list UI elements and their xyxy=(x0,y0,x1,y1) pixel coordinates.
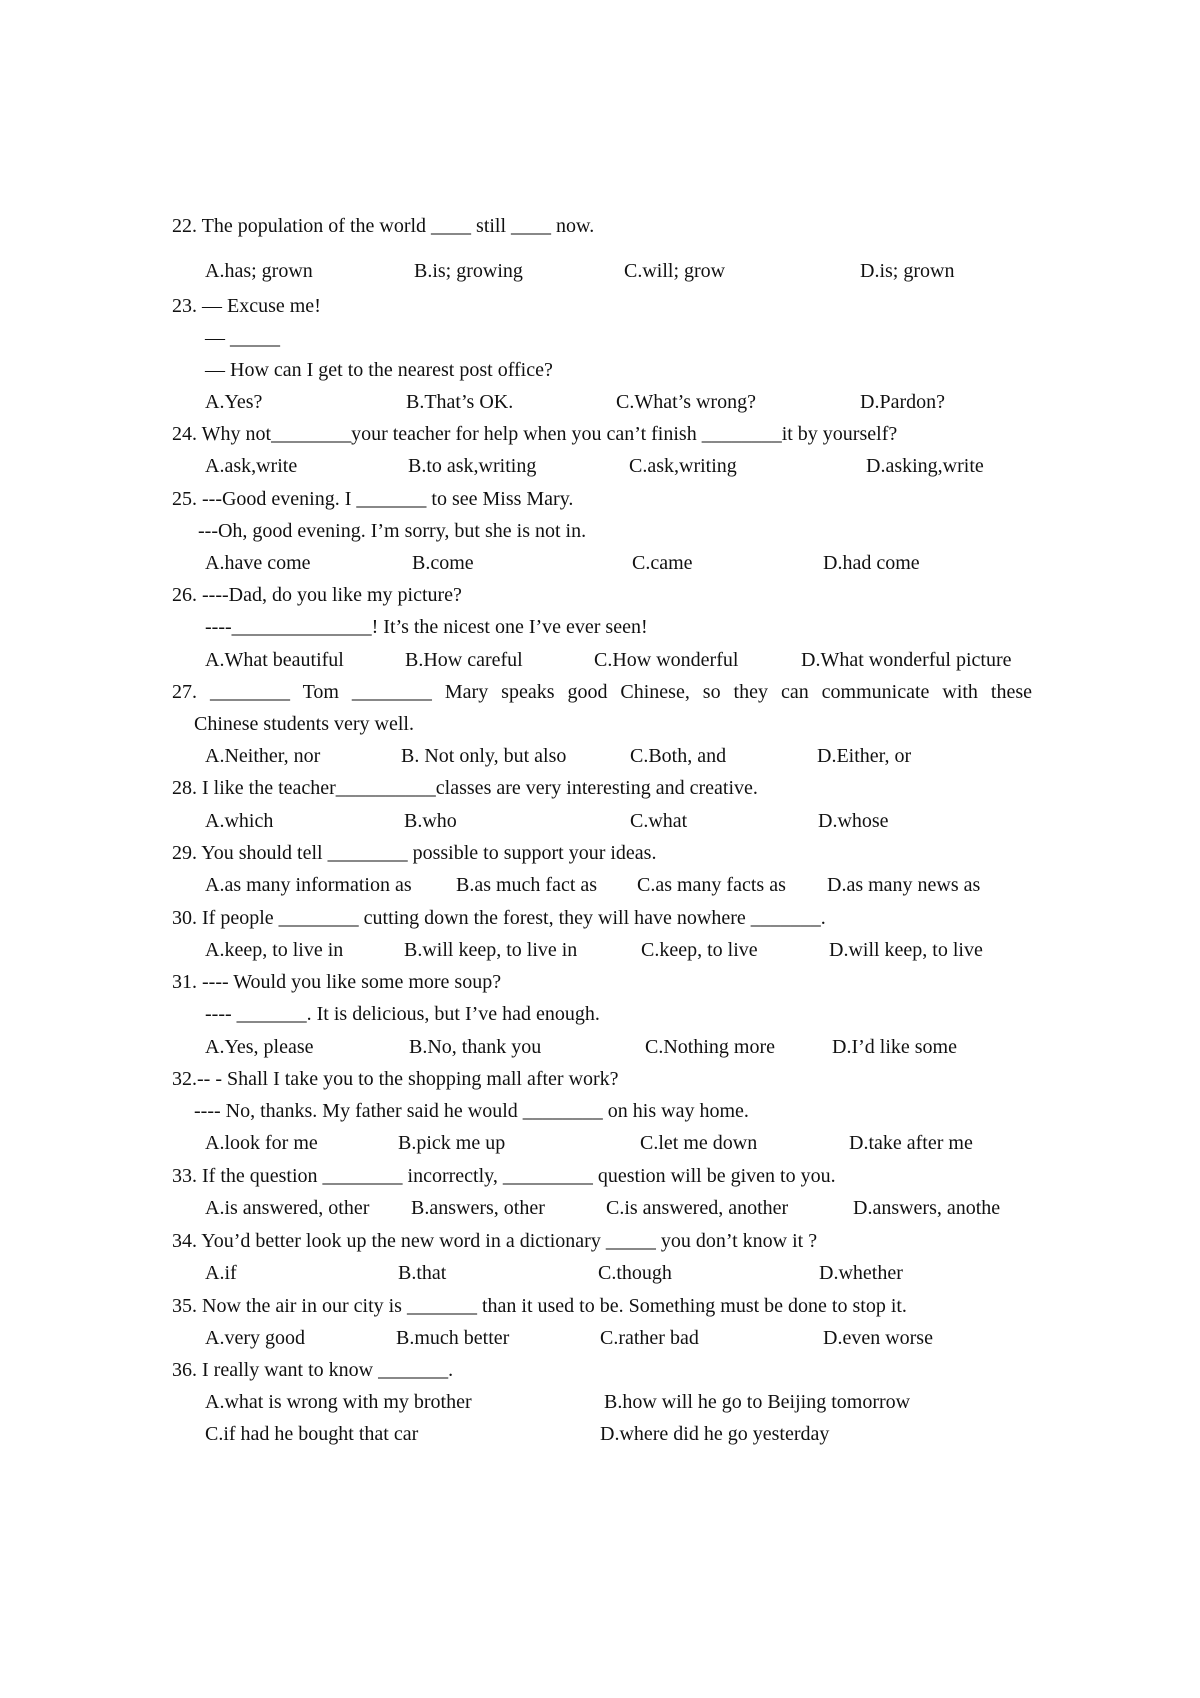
option-d[interactable]: D.answers, anothe xyxy=(853,1197,1001,1219)
question-text: 22. The population of the world ____ still ____ now. xyxy=(172,215,595,237)
question-32-options xyxy=(0,1127,1200,1159)
option-d[interactable]: D.had come xyxy=(823,552,920,574)
question-30-options xyxy=(0,934,1200,966)
question-text: 28. I like the teacher__________classes are very interesting and creative. xyxy=(172,777,758,799)
question-text: 26. ----Dad, do you like my picture? xyxy=(172,584,462,606)
question-text: 33. If the question ________ incorrectly, _________ question will be given to you. xyxy=(172,1165,836,1187)
question-text: 29. You should tell ________ possible to support your ideas. xyxy=(172,842,657,864)
option-c[interactable]: C.came xyxy=(632,552,693,574)
question-35-options xyxy=(0,1322,1200,1354)
question-text: ---- _______. It is delicious, but I’ve had enough. xyxy=(205,1003,600,1025)
question-25-line-1 xyxy=(0,483,1200,515)
option-d[interactable]: D.where did he go yesterday xyxy=(600,1423,830,1445)
question-24-line-1 xyxy=(0,418,1200,450)
question-27-line-1 xyxy=(0,676,1200,708)
option-b[interactable]: B.is; growing xyxy=(414,260,523,282)
question-23-options xyxy=(0,386,1200,418)
option-a[interactable]: A.what is wrong with my brother xyxy=(205,1391,472,1413)
question-22-line-1 xyxy=(0,210,1200,242)
question-24-options xyxy=(0,450,1200,482)
question-text: 25. ---Good evening. I _______ to see Miss Mary. xyxy=(172,488,574,510)
question-text: 36. I really want to know _______. xyxy=(172,1359,454,1381)
option-b[interactable]: B.much better xyxy=(396,1327,510,1349)
option-d[interactable]: D.Pardon? xyxy=(860,391,945,413)
option-b[interactable]: B.to ask,writing xyxy=(408,455,537,477)
option-c[interactable]: C.Both, and xyxy=(630,745,727,767)
option-c[interactable]: C.though xyxy=(598,1262,672,1284)
option-a[interactable]: A.keep, to live in xyxy=(205,939,344,961)
option-b[interactable]: B.No, thank you xyxy=(409,1036,542,1058)
question-33-options xyxy=(0,1192,1200,1224)
question-text: 31. ---- Would you like some more soup? xyxy=(172,971,502,993)
question-31-options xyxy=(0,1031,1200,1063)
option-b[interactable]: B.pick me up xyxy=(398,1132,506,1154)
option-d[interactable]: D.as many news as xyxy=(827,874,981,896)
question-26-options xyxy=(0,644,1200,676)
question-30-line-1 xyxy=(0,902,1200,934)
question-36-options xyxy=(0,1386,1200,1418)
question-text: 32.-- - Shall I take you to the shopping mall after work? xyxy=(172,1068,619,1090)
question-25-line-2 xyxy=(0,515,1200,547)
question-text: 34. You’d better look up the new word in a dictionary _____ you don’t know it ? xyxy=(172,1230,818,1252)
option-b[interactable]: B.as much fact as xyxy=(456,874,598,896)
option-d[interactable]: D.whose xyxy=(818,810,889,832)
option-d[interactable]: D.What wonderful picture xyxy=(801,649,1012,671)
option-d[interactable]: D.I’d like some xyxy=(832,1036,957,1058)
question-28-options xyxy=(0,805,1200,837)
option-a[interactable]: A.ask,write xyxy=(205,455,298,477)
option-c[interactable]: C.Nothing more xyxy=(645,1036,775,1058)
option-b[interactable]: B.come xyxy=(412,552,474,574)
question-32-line-1 xyxy=(0,1063,1200,1095)
option-b[interactable]: B.How careful xyxy=(405,649,523,671)
option-a[interactable]: A.which xyxy=(205,810,274,832)
question-36-options xyxy=(0,1418,1200,1450)
option-a[interactable]: A.Yes? xyxy=(205,391,263,413)
option-c[interactable]: C.What’s wrong? xyxy=(616,391,756,413)
option-b[interactable]: B.answers, other xyxy=(411,1197,545,1219)
question-text: 27. ________ Tom ________ Mary speaks good Chinese, so they can communicate with these xyxy=(172,681,1032,703)
option-c[interactable]: C.ask,writing xyxy=(629,455,737,477)
option-c[interactable]: C.let me down xyxy=(640,1132,758,1154)
option-d[interactable]: D.whether xyxy=(819,1262,903,1284)
question-text: ----______________! It’s the nicest one I’ve ever seen! xyxy=(205,616,648,638)
option-b[interactable]: B. Not only, but also xyxy=(401,745,567,767)
option-d[interactable]: D.will keep, to live xyxy=(829,939,983,961)
option-b[interactable]: B.That’s OK. xyxy=(406,391,514,413)
question-text: Chinese students very well. xyxy=(194,713,414,735)
question-31-line-1 xyxy=(0,966,1200,998)
question-32-line-2 xyxy=(0,1095,1200,1127)
option-c[interactable]: C.if had he bought that car xyxy=(205,1423,419,1445)
option-c[interactable]: C.keep, to live xyxy=(641,939,758,961)
option-b[interactable]: B.will keep, to live in xyxy=(404,939,578,961)
question-23-line-3 xyxy=(0,354,1200,386)
question-27-options xyxy=(0,740,1200,772)
option-a[interactable]: A.What beautiful xyxy=(205,649,344,671)
option-b[interactable]: B.that xyxy=(398,1262,447,1284)
question-26-line-1 xyxy=(0,579,1200,611)
option-a[interactable]: A.very good xyxy=(205,1327,305,1349)
question-text: 35. Now the air in our city is _______ than it used to be. Something must be done to stop it. xyxy=(172,1295,907,1317)
question-text: ---- No, thanks. My father said he would ________ on his way home. xyxy=(194,1100,749,1122)
question-34-line-1 xyxy=(0,1225,1200,1257)
option-d[interactable]: D.even worse xyxy=(823,1327,933,1349)
question-26-line-2 xyxy=(0,611,1200,643)
question-34-options xyxy=(0,1257,1200,1289)
option-a[interactable]: A.Neither, nor xyxy=(205,745,321,767)
question-text: — How can I get to the nearest post office? xyxy=(205,359,553,381)
option-c[interactable]: C.How wonderful xyxy=(594,649,739,671)
question-23-line-1 xyxy=(0,290,1200,322)
option-c[interactable]: C.will; grow xyxy=(624,260,726,282)
option-a[interactable]: A.Yes, please xyxy=(205,1036,314,1058)
question-text: — _____ xyxy=(205,327,280,349)
option-d[interactable]: D.take after me xyxy=(849,1132,973,1154)
option-d[interactable]: D.is; grown xyxy=(860,260,955,282)
question-33-line-1 xyxy=(0,1160,1200,1192)
question-36-line-1 xyxy=(0,1354,1200,1386)
option-c[interactable]: C.is answered, another xyxy=(606,1197,789,1219)
question-27-line-2 xyxy=(0,708,1200,740)
question-text: 30. If people ________ cutting down the forest, they will have nowhere _______. xyxy=(172,907,826,929)
option-b[interactable]: B.who xyxy=(404,810,457,832)
option-a[interactable]: A.has; grown xyxy=(205,260,313,282)
option-c[interactable]: C.what xyxy=(630,810,688,832)
question-text: 23. — Excuse me! xyxy=(172,295,321,317)
option-b[interactable]: B.how will he go to Beijing tomorrow xyxy=(604,1391,911,1413)
option-a[interactable]: A.is answered, other xyxy=(205,1197,370,1219)
option-c[interactable]: C.rather bad xyxy=(600,1327,699,1349)
option-a[interactable]: A.as many information as xyxy=(205,874,412,896)
question-28-line-1 xyxy=(0,772,1200,804)
question-25-options xyxy=(0,547,1200,579)
question-23-line-2 xyxy=(0,322,1200,354)
question-31-line-2 xyxy=(0,998,1200,1030)
question-text: ---Oh, good evening. I’m sorry, but she is not in. xyxy=(198,520,587,542)
question-29-line-1 xyxy=(0,837,1200,869)
option-a[interactable]: A.have come xyxy=(205,552,311,574)
question-29-options xyxy=(0,869,1200,901)
option-d[interactable]: D.Either, or xyxy=(817,745,912,767)
option-a[interactable]: A.if xyxy=(205,1262,237,1284)
question-35-line-1 xyxy=(0,1290,1200,1322)
question-22-options xyxy=(0,255,1200,287)
option-a[interactable]: A.look for me xyxy=(205,1132,318,1154)
question-text: 24. Why not________your teacher for help when you can’t finish ________it by yourself? xyxy=(172,423,898,445)
option-d[interactable]: D.asking,write xyxy=(866,455,984,477)
option-c[interactable]: C.as many facts as xyxy=(637,874,786,896)
